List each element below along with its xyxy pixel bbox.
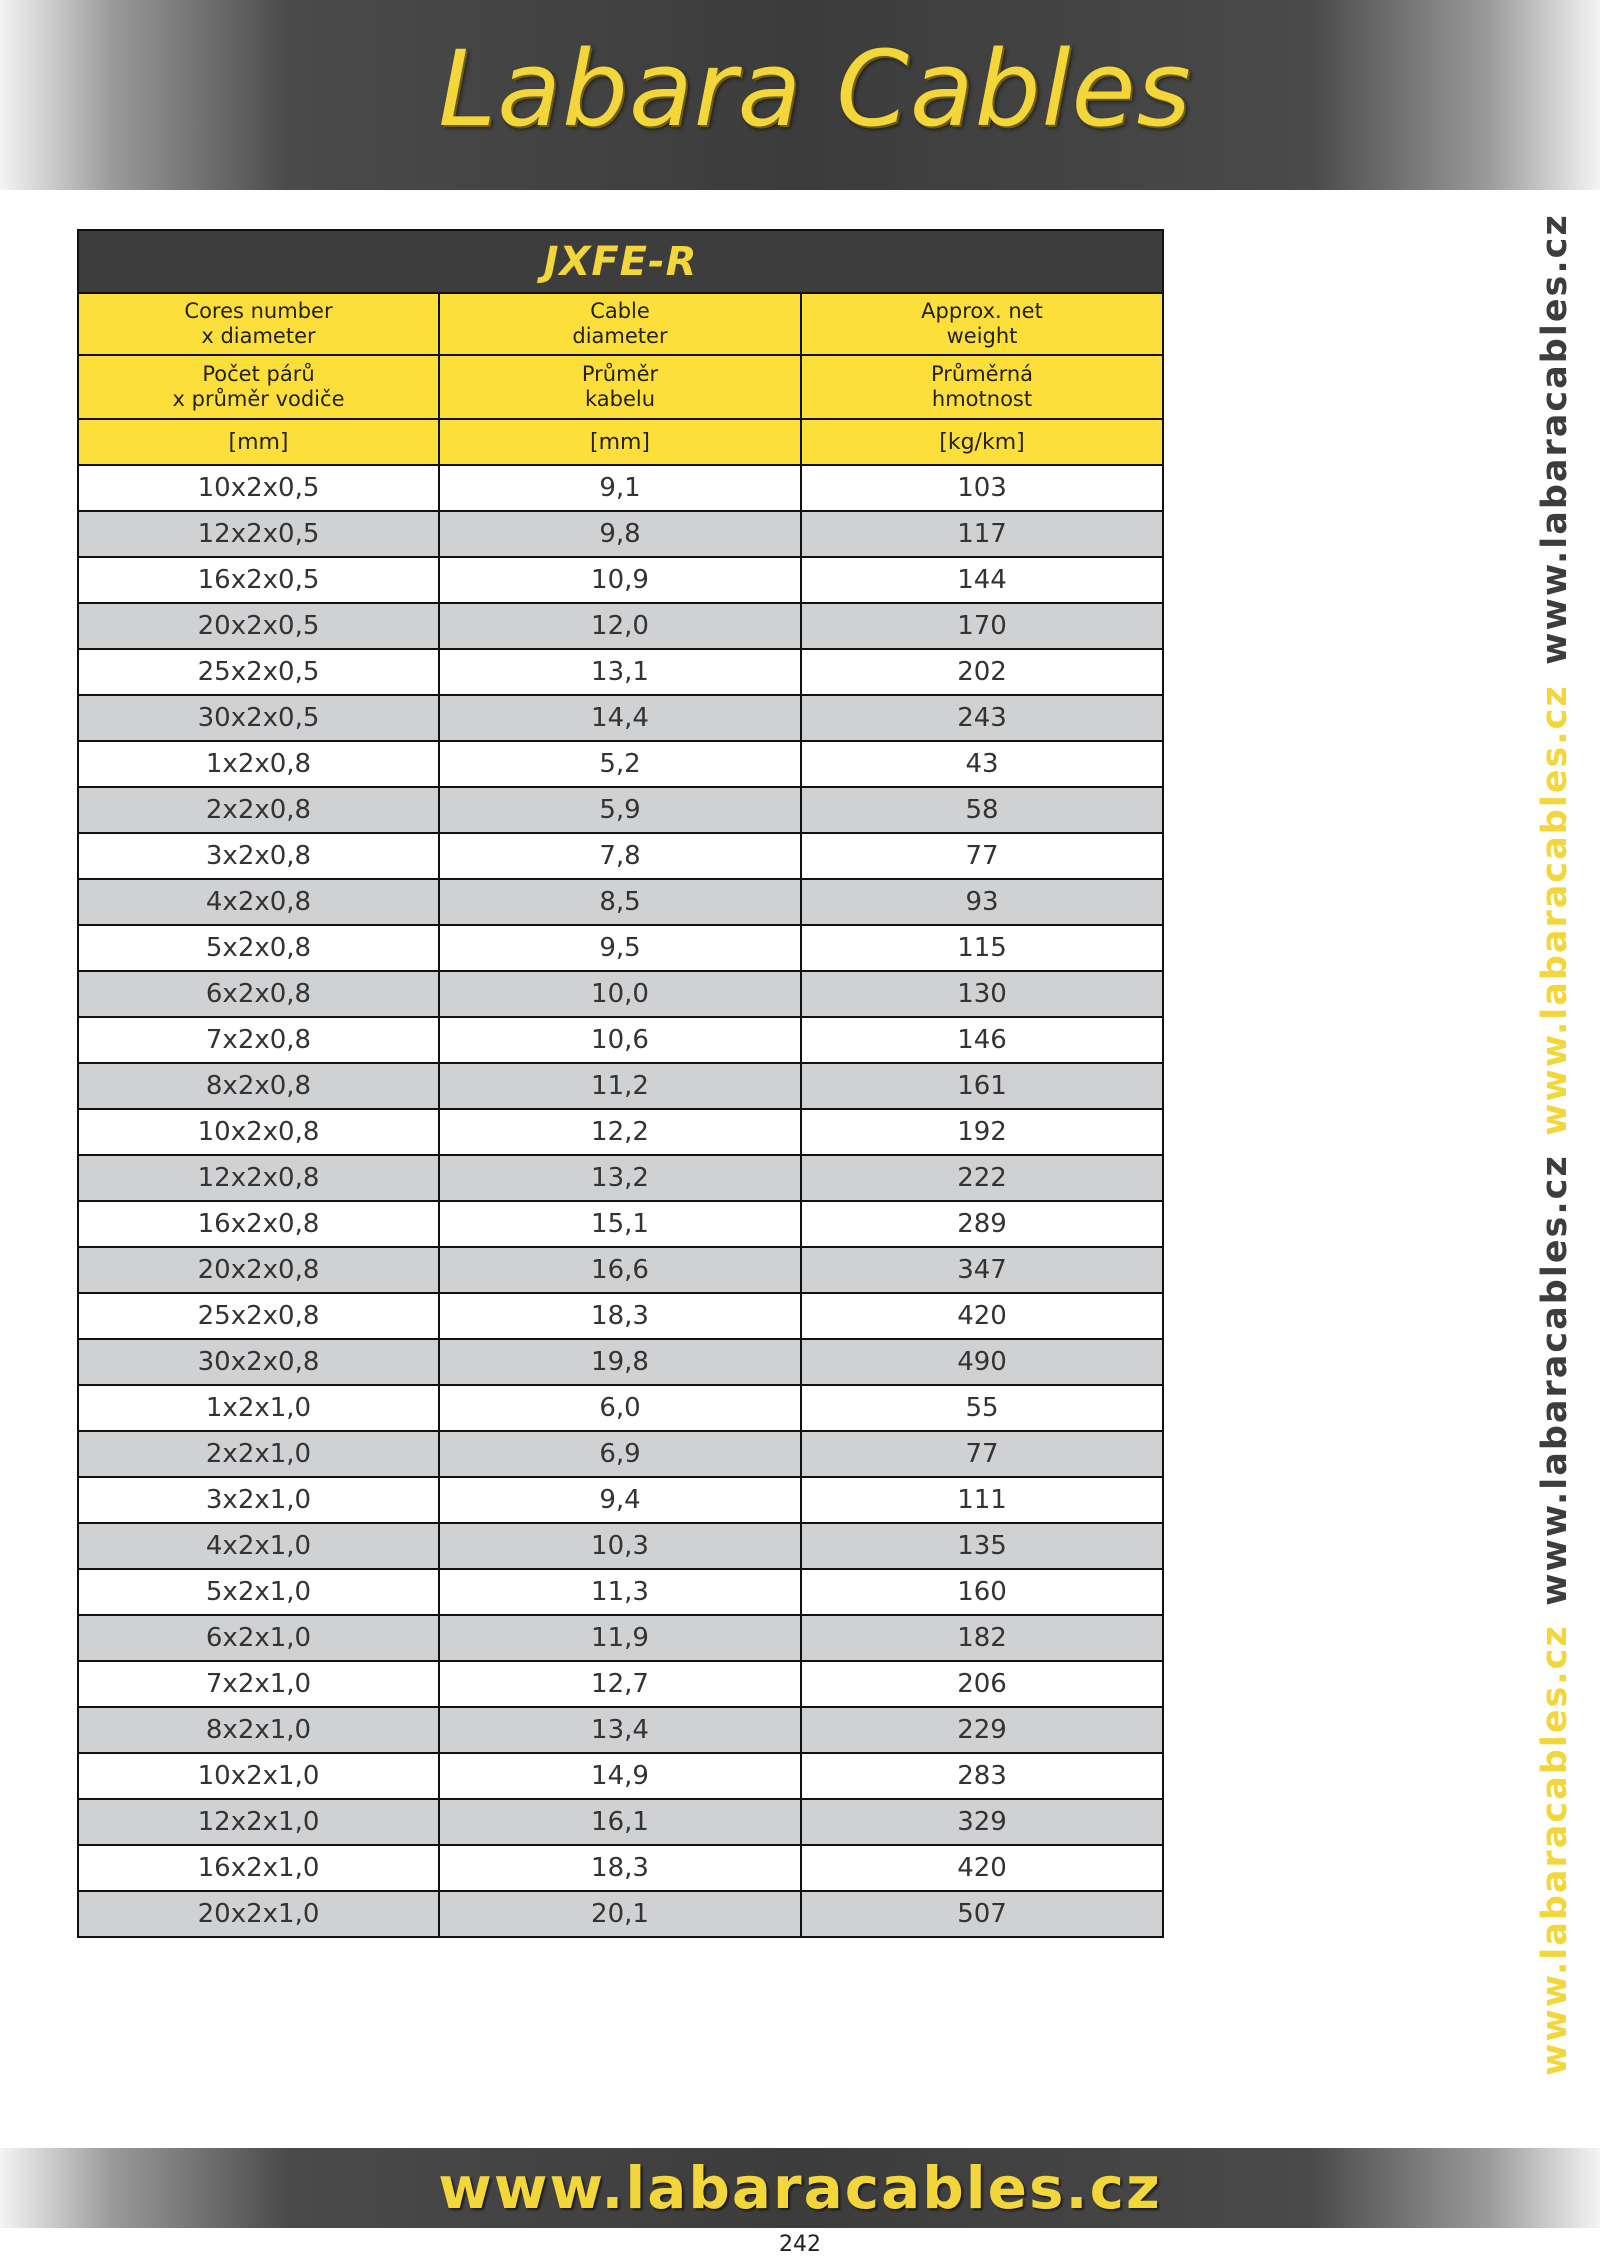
table-row <box>78 557 1163 603</box>
cell-weight: 222 <box>801 1155 1163 1201</box>
cell-diameter: 10,3 <box>439 1523 801 1569</box>
cell-cores: 25x2x0,5 <box>78 649 439 695</box>
cell-diameter: 9,1 <box>439 465 801 511</box>
cell-diameter: 5,9 <box>439 787 801 833</box>
cell-weight: 170 <box>801 603 1163 649</box>
cell-cores: 25x2x0,8 <box>78 1293 439 1339</box>
col-unit: [mm] <box>78 419 439 465</box>
cell-weight: 55 <box>801 1385 1163 1431</box>
cell-weight: 111 <box>801 1477 1163 1523</box>
table-row <box>78 511 1163 557</box>
table-row <box>78 1339 1163 1385</box>
cell-weight: 93 <box>801 879 1163 925</box>
cell-weight: 77 <box>801 1431 1163 1477</box>
cell-weight: 420 <box>801 1845 1163 1891</box>
table-row <box>78 879 1163 925</box>
cell-diameter: 7,8 <box>439 833 801 879</box>
table-row <box>78 603 1163 649</box>
cell-weight: 117 <box>801 511 1163 557</box>
cell-diameter: 11,3 <box>439 1569 801 1615</box>
cell-cores: 6x2x0,8 <box>78 971 439 1017</box>
cell-cores: 2x2x1,0 <box>78 1431 439 1477</box>
cell-diameter: 18,3 <box>439 1845 801 1891</box>
cell-cores: 2x2x0,8 <box>78 787 439 833</box>
brand-logo: Labara Cables <box>438 28 1192 150</box>
table-row <box>78 695 1163 741</box>
cell-weight: 103 <box>801 465 1163 511</box>
cell-cores: 30x2x0,5 <box>78 695 439 741</box>
cell-weight: 182 <box>801 1615 1163 1661</box>
cell-diameter: 13,4 <box>439 1707 801 1753</box>
cell-cores: 3x2x0,8 <box>78 833 439 879</box>
col-unit: [mm] <box>439 419 801 465</box>
side-url-2[interactable]: www.labaracables.cz <box>1535 684 1575 1136</box>
cell-diameter: 10,0 <box>439 971 801 1017</box>
cell-cores: 12x2x0,8 <box>78 1155 439 1201</box>
table-row <box>78 1201 1163 1247</box>
cell-weight: 289 <box>801 1201 1163 1247</box>
cell-cores: 16x2x0,5 <box>78 557 439 603</box>
cell-weight: 144 <box>801 557 1163 603</box>
col-header-en: Cores number x diameter <box>78 293 439 355</box>
cell-cores: 20x2x1,0 <box>78 1891 439 1937</box>
table-row <box>78 1431 1163 1477</box>
table-body <box>78 465 1163 1937</box>
cell-diameter: 11,2 <box>439 1063 801 1109</box>
cell-diameter: 18,3 <box>439 1293 801 1339</box>
cell-cores: 20x2x0,5 <box>78 603 439 649</box>
cell-weight: 202 <box>801 649 1163 695</box>
cell-weight: 192 <box>801 1109 1163 1155</box>
table-row <box>78 833 1163 879</box>
cell-cores: 20x2x0,8 <box>78 1247 439 1293</box>
cell-weight: 283 <box>801 1753 1163 1799</box>
cell-weight: 115 <box>801 925 1163 971</box>
cell-diameter: 16,1 <box>439 1799 801 1845</box>
table-row <box>78 741 1163 787</box>
cell-weight: 507 <box>801 1891 1163 1937</box>
table-row <box>78 1477 1163 1523</box>
footer-url-link[interactable]: www.labaracables.cz <box>438 2154 1162 2222</box>
cell-diameter: 11,9 <box>439 1615 801 1661</box>
cell-diameter: 16,6 <box>439 1247 801 1293</box>
col-header-cz: Průměr kabelu <box>439 355 801 419</box>
cell-cores: 5x2x1,0 <box>78 1569 439 1615</box>
table-row <box>78 1109 1163 1155</box>
cell-cores: 10x2x1,0 <box>78 1753 439 1799</box>
col-header-en: Approx. net weight <box>801 293 1163 355</box>
table-row <box>78 1615 1163 1661</box>
header-row-czech <box>78 355 1163 419</box>
table-row <box>78 1017 1163 1063</box>
cell-cores: 3x2x1,0 <box>78 1477 439 1523</box>
cell-diameter: 14,9 <box>439 1753 801 1799</box>
cell-diameter: 13,2 <box>439 1155 801 1201</box>
table-row <box>78 787 1163 833</box>
cell-diameter: 14,4 <box>439 695 801 741</box>
cell-weight: 229 <box>801 1707 1163 1753</box>
cell-cores: 10x2x0,5 <box>78 465 439 511</box>
cell-cores: 8x2x1,0 <box>78 1707 439 1753</box>
cell-weight: 135 <box>801 1523 1163 1569</box>
cell-weight: 160 <box>801 1569 1163 1615</box>
side-url-3[interactable]: www.labaracables.cz <box>1535 1154 1575 1606</box>
cell-cores: 16x2x1,0 <box>78 1845 439 1891</box>
cell-cores: 30x2x0,8 <box>78 1339 439 1385</box>
table-row <box>78 1247 1163 1293</box>
cell-diameter: 8,5 <box>439 879 801 925</box>
table-row <box>78 1063 1163 1109</box>
cell-diameter: 12,2 <box>439 1109 801 1155</box>
cell-cores: 7x2x1,0 <box>78 1661 439 1707</box>
cell-diameter: 6,0 <box>439 1385 801 1431</box>
table-row <box>78 1707 1163 1753</box>
table-row <box>78 1523 1163 1569</box>
col-header-cz: Průměrná hmotnost <box>801 355 1163 419</box>
side-url-1[interactable]: www.labaracables.cz <box>1535 213 1575 665</box>
col-header-en: Cable diameter <box>439 293 801 355</box>
table-row <box>78 1155 1163 1201</box>
cell-weight: 243 <box>801 695 1163 741</box>
cable-spec-table <box>77 229 1164 1938</box>
table-row <box>78 1293 1163 1339</box>
cell-diameter: 9,8 <box>439 511 801 557</box>
table-row <box>78 1753 1163 1799</box>
cell-diameter: 5,2 <box>439 741 801 787</box>
cell-diameter: 13,1 <box>439 649 801 695</box>
table-row <box>78 925 1163 971</box>
table-row <box>78 1661 1163 1707</box>
page-number: 242 <box>779 2232 821 2257</box>
header-row-english <box>78 293 1163 355</box>
cell-weight: 161 <box>801 1063 1163 1109</box>
cell-diameter: 9,5 <box>439 925 801 971</box>
table-row <box>78 1891 1163 1937</box>
table-row <box>78 649 1163 695</box>
cell-weight: 130 <box>801 971 1163 1017</box>
cell-weight: 146 <box>801 1017 1163 1063</box>
cell-diameter: 9,4 <box>439 1477 801 1523</box>
cell-cores: 16x2x0,8 <box>78 1201 439 1247</box>
side-url-4[interactable]: www.labaracables.cz <box>1535 1624 1575 2076</box>
header-row-units <box>78 419 1163 465</box>
cell-weight: 77 <box>801 833 1163 879</box>
cell-diameter: 15,1 <box>439 1201 801 1247</box>
cell-weight: 206 <box>801 1661 1163 1707</box>
cell-weight: 347 <box>801 1247 1163 1293</box>
col-header-cz: Počet párů x průměr vodiče <box>78 355 439 419</box>
cell-weight: 58 <box>801 787 1163 833</box>
cable-table-container <box>77 229 1162 1938</box>
cell-cores: 4x2x0,8 <box>78 879 439 925</box>
cell-cores: 1x2x0,8 <box>78 741 439 787</box>
cell-cores: 12x2x1,0 <box>78 1799 439 1845</box>
cell-cores: 7x2x0,8 <box>78 1017 439 1063</box>
col-unit: [kg/km] <box>801 419 1163 465</box>
cell-diameter: 19,8 <box>439 1339 801 1385</box>
top-banner <box>0 0 1600 190</box>
table-row <box>78 1845 1163 1891</box>
cell-cores: 10x2x0,8 <box>78 1109 439 1155</box>
table-row <box>78 1799 1163 1845</box>
cell-weight: 420 <box>801 1293 1163 1339</box>
cell-cores: 4x2x1,0 <box>78 1523 439 1569</box>
cell-weight: 490 <box>801 1339 1163 1385</box>
cell-cores: 8x2x0,8 <box>78 1063 439 1109</box>
cell-diameter: 12,0 <box>439 603 801 649</box>
cell-diameter: 10,6 <box>439 1017 801 1063</box>
bottom-banner <box>0 2148 1600 2228</box>
cell-weight: 329 <box>801 1799 1163 1845</box>
cell-cores: 6x2x1,0 <box>78 1615 439 1661</box>
cell-cores: 5x2x0,8 <box>78 925 439 971</box>
cell-cores: 1x2x1,0 <box>78 1385 439 1431</box>
table-row <box>78 971 1163 1017</box>
cell-cores: 12x2x0,5 <box>78 511 439 557</box>
cell-diameter: 12,7 <box>439 1661 801 1707</box>
table-row <box>78 1569 1163 1615</box>
cell-diameter: 20,1 <box>439 1891 801 1937</box>
table-row <box>78 1385 1163 1431</box>
table-row <box>78 465 1163 511</box>
table-title: JXFE-R <box>78 230 1163 293</box>
cell-diameter: 6,9 <box>439 1431 801 1477</box>
cell-diameter: 10,9 <box>439 557 801 603</box>
cell-weight: 43 <box>801 741 1163 787</box>
